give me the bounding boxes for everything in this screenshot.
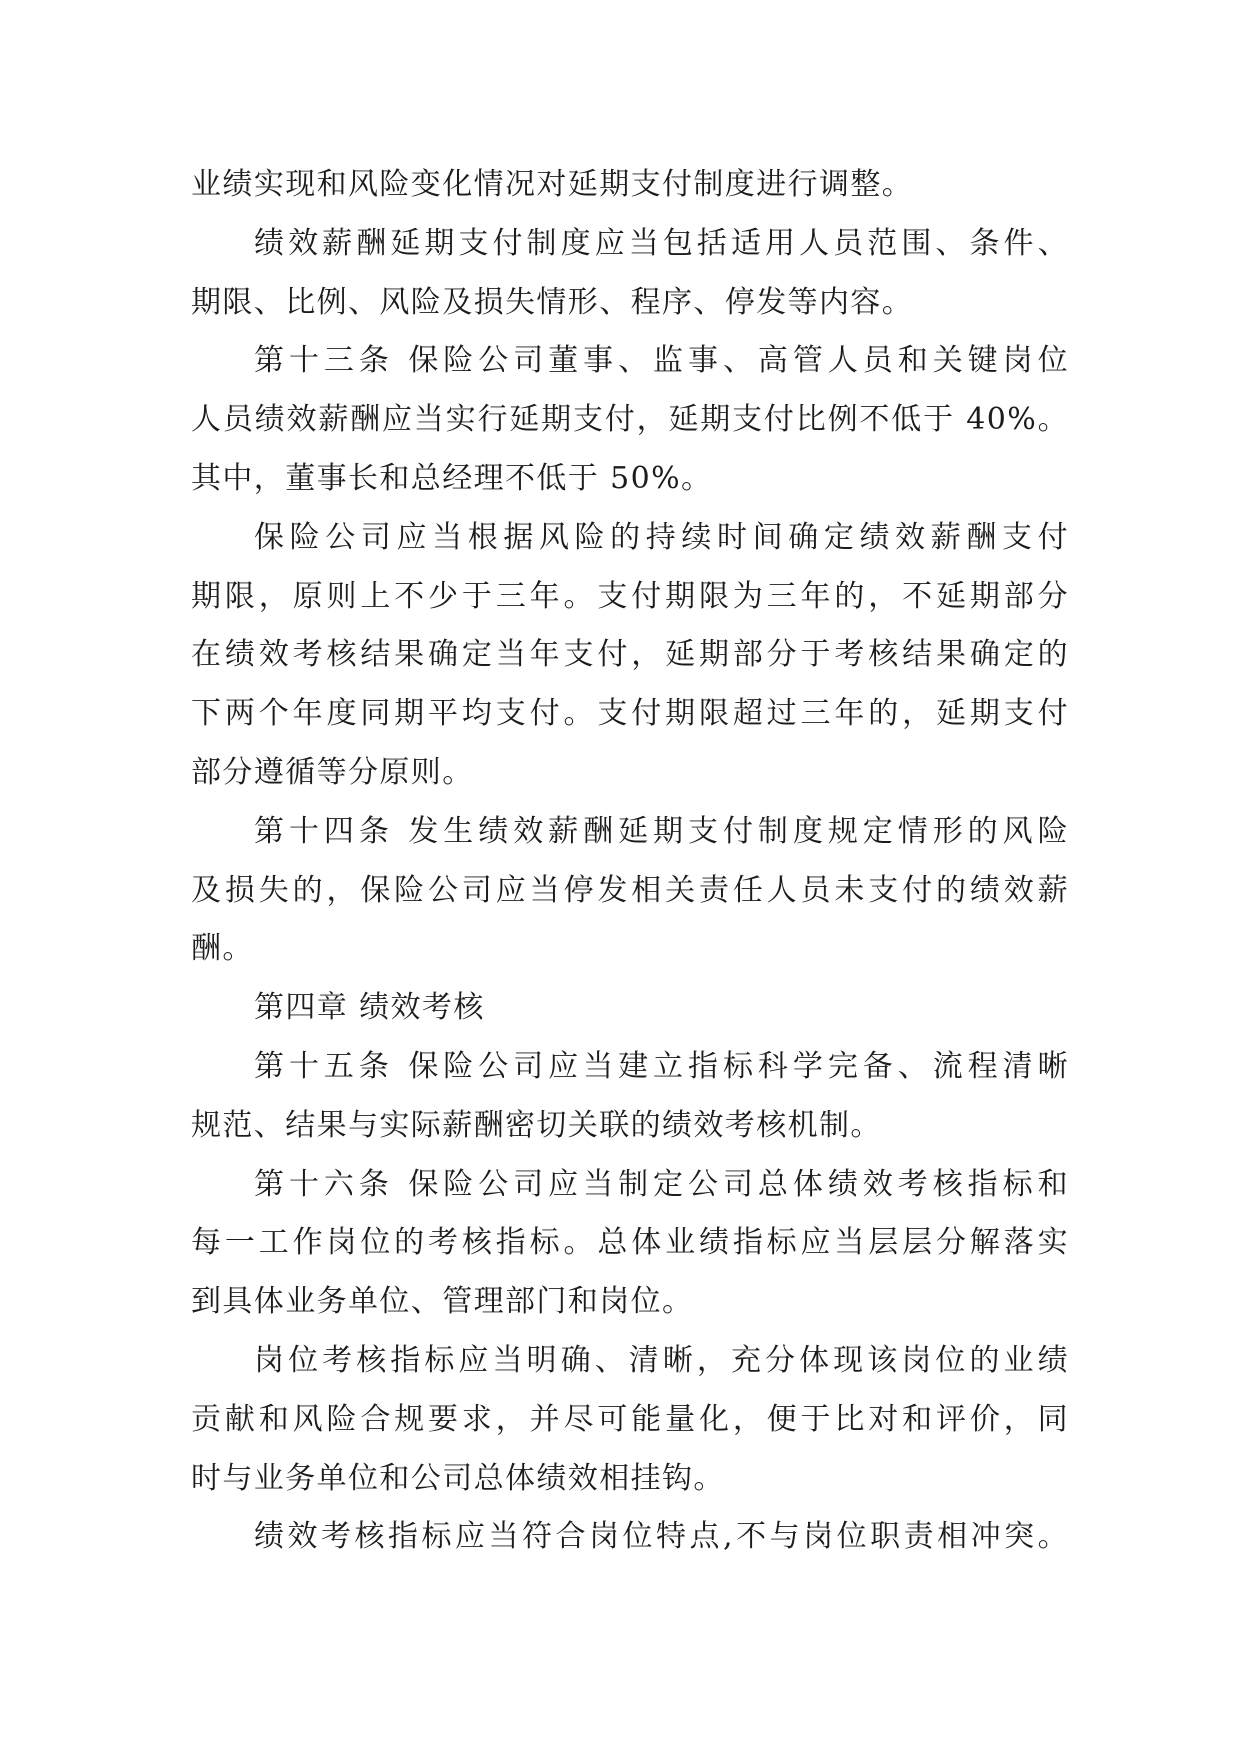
paragraph-line: 规范、结果与实际薪酬密切关联的绩效考核机制。	[191, 1107, 882, 1143]
article-paragraph	[191, 1038, 1069, 1156]
paragraph-line: 绩效考核指标应当符合岗位特点,不与岗位职责相冲突。	[254, 1519, 1069, 1555]
paragraph-line: 其中，董事长和总经理不低于 50%。	[191, 460, 713, 496]
paragraph-continuation	[191, 156, 1069, 215]
paragraph-line: 第十五条 保险公司应当建立指标科学完备、流程清晰	[254, 1048, 1069, 1084]
paragraph	[191, 1332, 1069, 1508]
paragraph-line: 业绩实现和风险变化情况对延期支付制度进行调整。	[191, 167, 914, 202]
paragraph-line: 岗位考核指标应当明确、清晰，充分体现该岗位的业绩	[254, 1342, 1069, 1378]
article-paragraph	[191, 803, 1069, 979]
paragraph-line: 部分遵循等分原则。	[191, 754, 474, 790]
chapter-heading-line: 第四章 绩效考核	[254, 990, 485, 1026]
paragraph-line: 保险公司应当根据风险的持续时间确定绩效薪酬支付	[254, 519, 1069, 555]
paragraph-line: 贡献和风险合规要求，并尽可能量化，便于比对和评价，同	[191, 1401, 1069, 1437]
paragraph-line: 期限、比例、风险及损失情形、程序、停发等内容。	[191, 284, 914, 320]
chapter-heading	[191, 979, 1069, 1038]
paragraph-line: 在绩效考核结果确定当年支付，延期部分于考核结果确定的	[191, 637, 1069, 673]
paragraph-line: 每一工作岗位的考核指标。总体业绩指标应当层层分解落实	[191, 1225, 1069, 1261]
paragraph	[191, 509, 1069, 803]
paragraph-line: 下两个年度同期平均支付。支付期限超过三年的，延期支付	[191, 696, 1069, 732]
paragraph-line: 期限，原则上不少于三年。支付期限为三年的，不延期部分	[191, 578, 1069, 614]
paragraph-line: 人员绩效薪酬应当实行延期支付，延期支付比例不低于 40%。	[191, 402, 1069, 438]
paragraph	[191, 215, 1069, 333]
paragraph-line: 及损失的，保险公司应当停发相关责任人员未支付的绩效薪	[191, 872, 1069, 908]
paragraph-line: 酬。	[191, 931, 254, 967]
paragraph-line: 到具体业务单位、管理部门和岗位。	[191, 1284, 694, 1320]
paragraph-line: 第十六条 保险公司应当制定公司总体绩效考核指标和	[254, 1166, 1069, 1202]
paragraph-line: 绩效薪酬延期支付制度应当包括适用人员范围、条件、	[254, 225, 1069, 261]
article-paragraph	[191, 332, 1069, 508]
paragraph-line: 第十三条 保险公司董事、监事、高管人员和关键岗位	[254, 343, 1069, 379]
paragraph	[191, 1508, 1069, 1567]
paragraph-line: 第十四条 发生绩效薪酬延期支付制度规定情形的风险	[254, 813, 1069, 849]
document-body	[191, 156, 1069, 1567]
article-paragraph	[191, 1156, 1069, 1332]
paragraph-line: 时与业务单位和公司总体绩效相挂钩。	[191, 1460, 725, 1496]
